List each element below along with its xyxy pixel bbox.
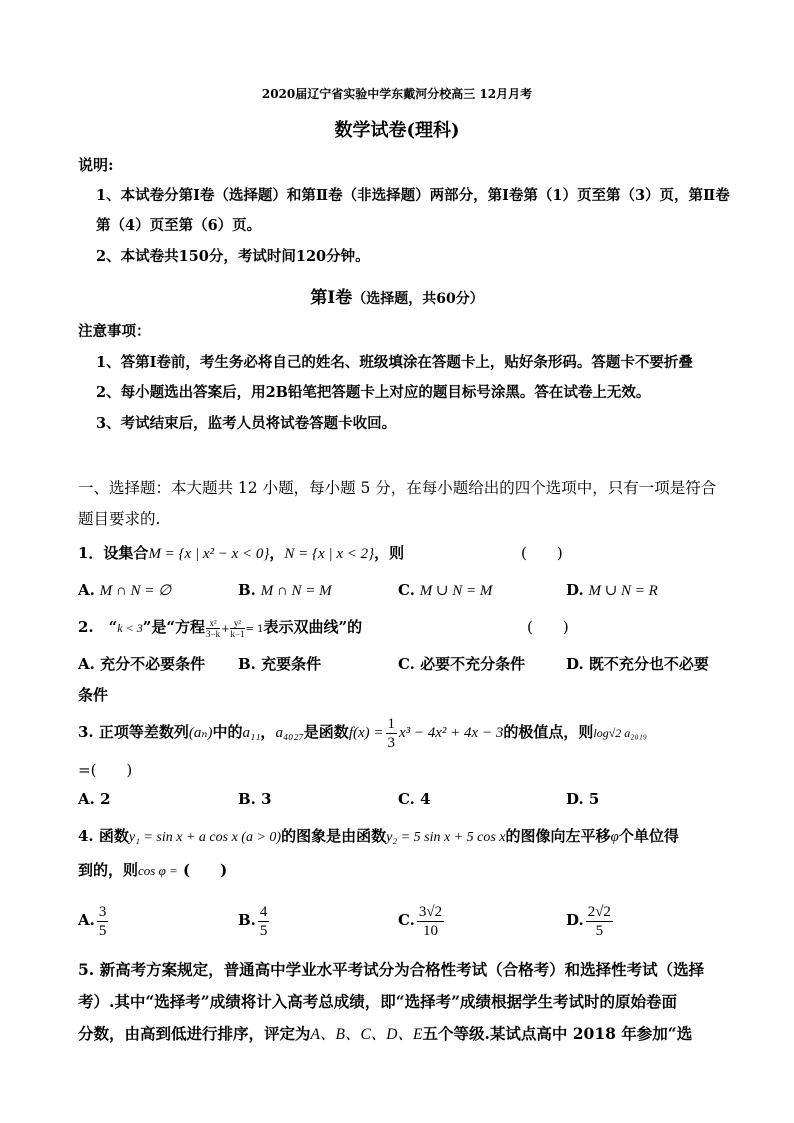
q4-c-num: 3√2 xyxy=(418,903,443,920)
exam-title: 数学试卷(理科) xyxy=(334,120,460,141)
q2-option-c: C. 必要不充分条件 xyxy=(398,655,526,673)
q4-option-d xyxy=(566,900,615,940)
q4-b-den: 5 xyxy=(259,922,268,939)
q4-option-c xyxy=(398,900,446,940)
question-4 xyxy=(78,826,679,848)
notes-line-1: 1、本试卷分第Ⅰ卷（选择题）和第Ⅱ卷（非选择题）两部分，第Ⅰ卷第（1）页至第（3）页，第Ⅱ卷 xyxy=(96,187,730,204)
q1-option-d xyxy=(566,580,658,601)
notes-label: 说明: xyxy=(78,156,114,174)
question-5-line-1: 5. 新高考方案规定，普通高中学业水平考试分为合格性考试（合格考）和选择性考试（选择 xyxy=(78,960,705,979)
q3-fraction xyxy=(386,715,398,752)
attention-item-3: 3、考试结束后，监考人员将试卷答题卡收回。 xyxy=(96,415,397,432)
q2-option-b: B. 充要条件 xyxy=(238,655,322,673)
q1-sep: ， xyxy=(269,544,285,562)
q4-tail: 个单位得 xyxy=(618,827,679,845)
q3-mid3: 的极值点，则 xyxy=(503,723,594,741)
q4-option-b xyxy=(238,900,271,940)
q1-option-c-label: C. xyxy=(398,581,415,599)
q3-option-a: A. 2 xyxy=(78,790,111,808)
q1-option-b-text: M ∩ N = M xyxy=(260,583,332,599)
q1-option-b xyxy=(238,580,332,601)
q1-set-m: M = {x | x² − x < 0} xyxy=(148,546,270,562)
attention-item-1: 1、答第Ⅰ卷前，考生务必将自己的姓名、班级填涂在答题卡上，贴好条形码。答题卡不要折叠 xyxy=(96,354,693,371)
q1-answer-blank: ( ) xyxy=(521,544,563,562)
q1-tail: ，则 xyxy=(374,544,405,562)
part1-heading xyxy=(0,287,794,310)
q4-mid1: 的图象是由函数 xyxy=(281,827,387,845)
q2-option-d: D. 既不充分也不必要 xyxy=(566,655,709,673)
exam-subtitle: 2020届辽宁省实验中学东戴河分校高三 12月月考 xyxy=(261,87,533,101)
q4-a-num: 3 xyxy=(98,903,107,920)
q4-lead: 4. 函数 xyxy=(78,827,129,845)
q3-log: log√2 a₂₀₁₉ xyxy=(593,726,647,740)
q5-grades: A、B、C、D、E xyxy=(310,1026,423,1043)
q4-option-b-frac xyxy=(258,903,270,940)
q3-a4027: a₄₀₂₇ xyxy=(275,725,304,741)
q1-option-d-label: D. xyxy=(566,581,584,599)
q1-lead: 1．设集合 xyxy=(78,544,149,562)
q4-option-a-label: A. xyxy=(78,911,95,929)
q1-option-a-text: M ∩ N = ∅ xyxy=(99,583,172,599)
notes-line-2: 2、本试卷共150分，考试时间120分钟。 xyxy=(96,248,370,265)
question-1 xyxy=(78,543,404,564)
notes-line-1-cont: 第（4）页至第（6）页。 xyxy=(96,217,262,234)
part1-subtitle: （选择题，共60分） xyxy=(352,291,484,307)
q4-option-c-frac xyxy=(417,903,444,940)
q3-mid2: 是函数 xyxy=(303,723,349,741)
q1-option-c-text: M ∪ N = M xyxy=(419,583,493,599)
q4-d-num: 2√2 xyxy=(587,903,611,920)
q1-option-d-text: M ∪ N = R xyxy=(588,583,658,599)
question-2 xyxy=(78,613,362,644)
question-5-line-3 xyxy=(78,1024,692,1045)
q4-option-a-frac xyxy=(97,903,109,940)
q4-y1: y₁ = sin x + a cos x (a > 0) xyxy=(128,830,282,845)
q2-frac-2-den: k−1 xyxy=(230,628,245,639)
q2-frac-1 xyxy=(206,618,220,639)
q1-set-n: N = {x | x < 2} xyxy=(284,546,375,562)
q4-option-a xyxy=(78,900,110,940)
q2-plus: + xyxy=(221,624,230,635)
question-4-cont xyxy=(78,860,227,881)
q3-frac-num: 1 xyxy=(387,715,395,732)
q4-c-den: 10 xyxy=(423,922,439,939)
q2-frac-2-num: y² xyxy=(230,618,244,629)
q4-option-b-label: B. xyxy=(238,911,256,929)
q3-option-d: D. 5 xyxy=(566,790,600,808)
q3-a11: a₁₁ xyxy=(242,725,261,741)
q2-option-a: A. 充分不必要条件 xyxy=(78,655,206,673)
q4-b-num: 4 xyxy=(259,903,268,920)
q2-frac-2 xyxy=(230,618,244,639)
q3-answer-blank: =( ) xyxy=(78,761,133,779)
q1-option-a xyxy=(78,580,171,601)
question-3 xyxy=(78,712,647,753)
q3-poly: x³ − 4x² + 4x − 3 xyxy=(399,725,504,741)
q5-line3b: 五个等级.某试点高中 2018 年参加“选 xyxy=(422,1024,693,1043)
section1-instruction-cont: 题目要求的. xyxy=(78,510,161,528)
q1-option-c xyxy=(398,580,492,601)
q3-lead: 3. 正项等差数列 xyxy=(78,723,189,741)
q4-mid2: 的图像向左平移 xyxy=(505,827,611,845)
q2-condition: k < 3 xyxy=(117,621,143,635)
q2-frac-1-num: x² xyxy=(206,618,220,629)
q2-mid: ”是“方程 xyxy=(142,618,205,636)
attention-item-2: 2、每小题选出答案后，用2B铅笔把答题卡上对应的题目标号涂黑。答在试卷上无效。 xyxy=(96,384,651,401)
question-5-line-2: 考）.其中“选择考”成绩将计入高考总成绩，即“选择考”成绩根据学生考试时的原始卷面 xyxy=(78,992,678,1011)
q4-a-den: 5 xyxy=(98,922,107,939)
q1-option-b-label: B. xyxy=(238,581,256,599)
q3-option-b: B. 3 xyxy=(238,790,272,808)
part1-title: 第Ⅰ卷 xyxy=(310,288,353,308)
q3-comma: ， xyxy=(260,723,276,741)
q3-frac-den: 3 xyxy=(387,734,395,751)
q2-eq: = 1 xyxy=(245,624,264,635)
q3-option-c: C. 4 xyxy=(398,790,431,808)
q4-d-den: 5 xyxy=(595,922,604,939)
attention-label: 注意事项： xyxy=(78,323,151,340)
q4-option-d-frac xyxy=(586,903,613,940)
q2-tail: 表示双曲线”的 xyxy=(263,618,363,636)
q2-lead: 2. “ xyxy=(78,618,118,636)
q2-answer-blank: ( ) xyxy=(527,618,569,636)
q4-option-d-label: D. xyxy=(566,911,584,929)
q1-option-a-label: A. xyxy=(78,581,95,599)
q5-line3a: 分数，由高到低进行排序，评定为 xyxy=(78,1024,311,1043)
q4-cos: cos φ = xyxy=(138,863,178,878)
q4-y2: y₂ = 5 sin x + 5 cos x xyxy=(386,830,506,845)
q4-phi: φ xyxy=(610,829,619,845)
q3-seq: (aₙ) xyxy=(188,725,213,741)
q3-mid1: 中的 xyxy=(212,723,243,741)
q2-frac-1-den: 3−k xyxy=(206,628,221,639)
section1-instruction: 一、选择题：本大题共 12 小题，每小题 5 分，在每小题给出的四个选项中，只有一项是符合 xyxy=(78,479,717,497)
q4-answer-blank: ( ) xyxy=(183,861,228,879)
q3-fx: f(x) = xyxy=(348,725,384,741)
q2-option-d-cont: 条件 xyxy=(78,686,109,704)
q4-line2a: 到的，则 xyxy=(78,861,139,879)
q4-option-c-label: C. xyxy=(398,911,415,929)
